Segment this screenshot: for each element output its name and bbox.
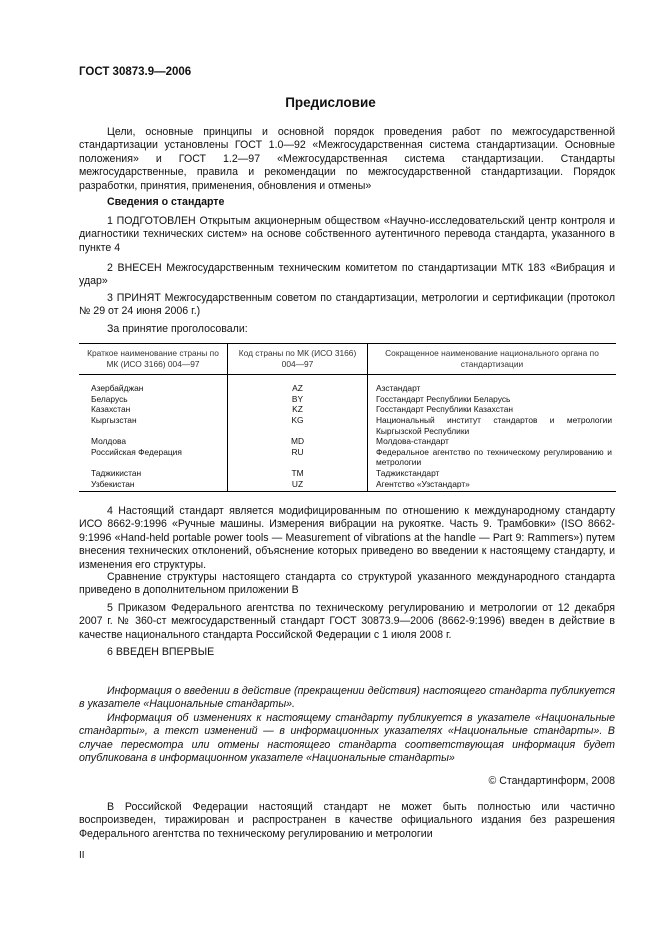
legal-notice bbox=[79, 801, 615, 841]
cell-org: Таджикстандарт bbox=[376, 467, 440, 478]
cell-code: AZ bbox=[228, 375, 368, 394]
header-code: Код страны по МК (ИСО 3166) 004—97 bbox=[228, 344, 368, 375]
cell-code: UZ bbox=[228, 479, 368, 492]
cell-country: Молдова bbox=[79, 436, 228, 447]
table-row bbox=[79, 415, 616, 436]
item-2-text: 2 ВНЕСЕН Межгосударственным техническим комитетом по стандартизации МТК 183 «Вибрация и удар» bbox=[79, 262, 615, 288]
table-row bbox=[79, 436, 616, 447]
intro-text: Цели, основные принципы и основной порядок проведения работ по межгосударственной стандартизации установлены ГОСТ 1.0—92 «Межгосударственная система стандартизации. Основные положения» и ГОСТ 1.2—97 «Межгосударственная система стандартизации. Стандарты межгосударственные, правила и рекомендации по межгосударственной стандартизации. Порядок разработки, принятия, применения, обновления и отмены» bbox=[79, 126, 615, 192]
intro-paragraph bbox=[79, 126, 615, 193]
cell-code: BY bbox=[228, 394, 368, 405]
cell-country: Узбекистан bbox=[79, 479, 228, 492]
cell-country: Казахстан bbox=[79, 404, 228, 415]
standard-id: ГОСТ 30873.9—2006 bbox=[79, 66, 192, 78]
item-6 bbox=[79, 646, 615, 659]
table-row bbox=[79, 447, 616, 468]
cell-code: RU bbox=[228, 447, 368, 468]
copyright: © Стандартинформ, 2008 bbox=[488, 775, 615, 787]
cell-country: Таджикистан bbox=[79, 468, 228, 479]
item-4b bbox=[79, 571, 615, 598]
item-5-text: 5 Приказом Федерального агентства по техническому регулированию и метрологии от 12 декабря 2007 г. № 360-ст межгосударственный стандарт ГОСТ 30873.9—2006 (8662-9:1996) введен в действие в качестве национального стандарта Российской Федерации с 1 июля 2008 г. bbox=[79, 602, 615, 641]
cell-org: Госстандарт Республики Казахстан bbox=[376, 404, 513, 415]
table-row bbox=[79, 479, 616, 492]
item-4b-text: Сравнение структуры настоящего стандарта со структурой указанного международного стандарта приведено в дополнительном приложении В bbox=[79, 571, 615, 597]
header-org: Сокращенное наименование национального органа по стандартизации bbox=[368, 344, 617, 375]
cell-country: Азербайджан bbox=[79, 375, 228, 394]
table-row bbox=[79, 375, 616, 394]
cell-code: TM bbox=[228, 468, 368, 479]
page-title: Предисловие bbox=[285, 95, 376, 110]
info-heading: Сведения о стандарте bbox=[107, 196, 225, 208]
cell-country: Беларусь bbox=[79, 394, 228, 405]
item-3 bbox=[79, 292, 615, 319]
item-2 bbox=[79, 262, 615, 289]
header-country: Краткое наименование страны по МК (ИСО 3166) 004—97 bbox=[79, 344, 228, 375]
item-6-text: 6 ВВЕДЕН ВПЕРВЫЕ bbox=[107, 646, 215, 658]
cell-code: MD bbox=[228, 436, 368, 447]
item-1 bbox=[79, 215, 615, 255]
cell-code: KG bbox=[228, 415, 368, 436]
table-row bbox=[79, 468, 616, 479]
cell-org: Агентство «Узстандарт» bbox=[376, 478, 470, 489]
cell-org: Госстандарт Республики Беларусь bbox=[376, 393, 511, 404]
item-4-text: 4 Настоящий стандарт является модифицированным по отношению к международному стандарту ИСО 8662-9:1996 «Ручные машины. Измерения вибрации на рукоятке. Часть 9. Трамбовки» (ISO 8662-9:1996 «Hand-held portable power tools — Measurement of vibrations at the handle — Part 9: Rammers») путем внесения технических отклонений, объяснение которых приведено во введении к настоящему стандарту, и изменения его структуры. bbox=[79, 505, 615, 571]
cell-org: Молдова-стандарт bbox=[376, 436, 449, 447]
notice-1-text: Информация о введении в действие (прекращении действия) настоящего стандарта публикуется в указателе «Национальные стандарты». bbox=[79, 685, 615, 711]
page-number: II bbox=[79, 850, 85, 861]
cell-org: Федеральное агентство по техническому регулированию и метрологии bbox=[376, 446, 612, 468]
item-1-text: 1 ПОДГОТОВЛЕН Открытым акционерным обществом «Научно-исследовательский центр контроля и диагностики технических систем» на основе собственного аутентичного перевода стандарта, указанного в пункте 4 bbox=[79, 215, 615, 254]
notice-1 bbox=[79, 685, 615, 712]
vote-label: За принятие проголосовали: bbox=[107, 323, 248, 335]
voting-table bbox=[79, 343, 616, 492]
item-4 bbox=[79, 505, 615, 572]
cell-org: Национальный институт стандартов и метрологии Кыргызской Республики bbox=[376, 414, 612, 436]
cell-org: Азстандарт bbox=[376, 383, 421, 394]
notice-2-text: Информация об изменениях к настоящему стандарту публикуется в указателе «Национальные стандарты», а текст изменений — в информационных указателях «Национальные стандарты». В случае пересмотра или отмены настоящего стандарта соответствующая информация будет опубликована в информационном указателе «Национальные стандарты» bbox=[79, 712, 615, 765]
cell-country: Кыргызстан bbox=[79, 415, 228, 436]
notice-2 bbox=[79, 712, 615, 766]
table-header-row bbox=[79, 344, 616, 375]
table-row bbox=[79, 394, 616, 405]
cell-country: Российская Федерация bbox=[79, 447, 228, 468]
cell-code: KZ bbox=[228, 404, 368, 415]
legal-text: В Российской Федерации настоящий стандарт не может быть полностью или частично воспроизведен, тиражирован и распространен в качестве официального издания без разрешения Федерального агентства по техническому регулированию и метрологии bbox=[79, 801, 615, 840]
item-5 bbox=[79, 602, 615, 642]
table-row bbox=[79, 404, 616, 415]
item-3-text: 3 ПРИНЯТ Межгосударственным советом по стандартизации, метрологии и сертификации (протокол № 29 от 24 июня 2006 г.) bbox=[79, 292, 615, 318]
